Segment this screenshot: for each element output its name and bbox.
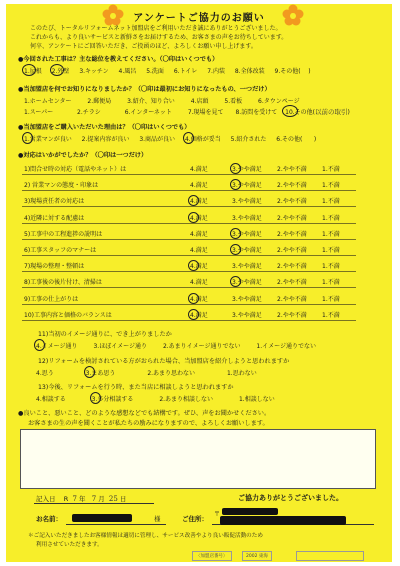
rating-row [22, 211, 356, 224]
rating-option[interactable]: 4.満足 [190, 279, 208, 287]
rating-option[interactable]: 1.不満 [322, 279, 340, 287]
redacted-postal [222, 508, 278, 515]
rating-item-label: 8)工事後の後片付け、清掃は [24, 279, 102, 287]
rating-option[interactable]: 1.不満 [322, 198, 340, 206]
option-post-office[interactable]: 2.郵便局 [87, 98, 112, 105]
option-as-imagined[interactable]: 4.イメージ通り [36, 341, 78, 350]
name-suffix: 様 [154, 515, 161, 523]
rating-row [22, 308, 356, 321]
selected-circle [230, 228, 241, 239]
rating-option[interactable]: 3.やや満足 [232, 166, 262, 173]
question-how-found: ●当加盟店を何でお知りになりましたか？（〇印は最初にお知りになったもの、一つだけ） [18, 86, 271, 93]
option-probably-consult[interactable]: 3.多分相談する [92, 394, 134, 403]
rating-item-label: 5)工事中の工程進捗の説明は [24, 230, 103, 238]
survey-sheet [6, 4, 392, 562]
rating-option[interactable]: 2.やや不満 [277, 279, 307, 287]
rating-option[interactable]: 3.やや満足 [232, 247, 262, 254]
option-interior[interactable]: 7.内装 [207, 68, 225, 75]
date-underline [34, 503, 154, 504]
selected-circle [230, 163, 241, 174]
rating-option[interactable]: 3.やや満足 [232, 182, 262, 190]
option-signboard[interactable]: 5.看板 [224, 98, 243, 105]
rating-option[interactable]: 3.やや満足 [232, 198, 262, 206]
rating-option[interactable]: 4.満足 [190, 230, 208, 238]
option-unlikely-recommend[interactable]: 2.あまり思わない [147, 370, 196, 377]
rating-option[interactable]: 2.やや不満 [277, 247, 307, 254]
option-will-not-consult[interactable]: 1.相談しない [238, 396, 275, 403]
rating-row [22, 275, 356, 288]
redacted-name [72, 514, 132, 522]
rating-option[interactable]: 1.不満 [322, 247, 340, 254]
rating-option[interactable]: 4.満足 [190, 182, 208, 190]
rating-option[interactable]: 1.不満 [322, 182, 340, 190]
option-home-center[interactable]: 1.ホームセンター [24, 98, 72, 105]
rating-option[interactable]: 2.やや不満 [277, 263, 307, 271]
selected-circle [188, 212, 199, 223]
rating-item-label: 10)工事内容と価格のバランスは [24, 311, 112, 319]
rating-row [22, 259, 356, 272]
rating-option[interactable]: 3.やや満足 [232, 279, 262, 287]
privacy-note: ＊ご記入いただきましたお客様情報は適切に管理し、サービス改善やより良い販促活動のため [28, 533, 263, 539]
name-field[interactable] [66, 524, 166, 525]
rating-option[interactable]: 4.満足 [190, 263, 208, 271]
question-recommend: 12)リフォームを検討されている方がおられた場合、当加盟店を紹介しようと思われますか [38, 358, 290, 365]
selected-circle [230, 244, 241, 255]
option-visited[interactable]: 8.訪問を受けて [235, 109, 278, 116]
rating-row [22, 292, 356, 305]
option-other[interactable]: 9.その他( ) [274, 68, 311, 75]
option-referred[interactable]: 5.紹介された [230, 136, 267, 143]
rating-option[interactable]: 3.やや満足 [232, 230, 262, 238]
rating-option[interactable]: 2.やや不満 [277, 182, 307, 190]
rating-item-label: 2) 営業マンの態度・印象は [24, 182, 99, 190]
rating-option[interactable]: 2.やや不満 [277, 214, 307, 222]
rating-item-label: 1)問合せ時の対応（電話やネット）は [24, 166, 127, 173]
question-consult-again: 13)今後、リフォームを行う時、また当店に相談しようと思われますか [38, 384, 234, 391]
rating-option[interactable]: 1.不満 [322, 311, 340, 319]
rating-row [22, 243, 356, 256]
expectation-options [36, 341, 330, 350]
comment-textarea[interactable] [20, 429, 376, 489]
rating-item-label: 6)工事スタッフのマナーは [24, 247, 97, 254]
option-supermarket[interactable]: 1.スーパー [24, 109, 54, 116]
option-washroom[interactable]: 5.洗面 [146, 68, 164, 75]
rating-item-label: 7)現場の整理・整頓は [24, 263, 85, 271]
question-expectation: 11)当初のイメージ通りに、でき上がりましたか [38, 331, 172, 338]
how-found-options-row2 [24, 107, 358, 116]
selected-circle [188, 309, 199, 320]
intro-text: このたび、トータルリフォームネット加盟店をご利用いただき誠にありがとうございました。 これからも、より良いサービスと新鮮さをお届けするため、お客さまの声をお待ちしています。 何卒、アンケートにご回答いただき、ご投函のほど、よろしくお願い申し上げます。 [30, 25, 288, 50]
option-might-recommend[interactable]: 3.まあ思う [86, 368, 116, 377]
option-will-consult[interactable]: 4.相談する [36, 396, 66, 403]
rating-option[interactable]: 2.やや不満 [277, 166, 307, 173]
rating-row [22, 194, 356, 207]
selected-circle [188, 293, 199, 304]
postal-mark: 〒 [214, 511, 221, 518]
option-full-renovation[interactable]: 8.全体改装 [234, 68, 265, 75]
option-not-quite-as-imagined[interactable]: 2.あまりイメージ通りでない [162, 343, 241, 350]
privacy-note-2: 利用させていただきます。 [36, 542, 103, 548]
region-tag: 2002 東海 [242, 551, 272, 561]
option-would-not-recommend[interactable]: 1.思わない [226, 370, 257, 377]
option-flyer[interactable]: 2.チラシ [77, 109, 101, 116]
thanks-text: ご協力ありがとうございました。 [238, 494, 343, 502]
option-town-page[interactable]: 6.タウンページ [258, 98, 300, 105]
option-bath[interactable]: 4.風呂 [118, 68, 137, 75]
rating-option[interactable]: 1.不満 [322, 295, 340, 303]
rating-option[interactable]: 3.やや満足 [232, 295, 262, 303]
purchase-reason-options [24, 134, 324, 143]
rating-row [22, 227, 356, 240]
rating-option[interactable]: 4.満足 [190, 247, 208, 254]
comment-prompt-2: お客さまの生の声を聞くことが私たちの励みになりますので、よろしくお願いします。 [28, 420, 269, 427]
rating-option[interactable]: 2.やや不満 [277, 230, 307, 238]
date-field[interactable]: 記入日 R 7 年 7 月 25 日 [36, 495, 127, 503]
option-referral[interactable]: 3.紹介、知り合い [127, 98, 175, 105]
rating-option[interactable]: 2.やや不満 [277, 295, 307, 303]
option-not-as-imagined[interactable]: 1.イメージ通りでない [256, 343, 316, 350]
member-number-tag: 〈加盟店番号〉 [192, 551, 232, 561]
option-unlikely-consult[interactable]: 2.あまり相談しない [159, 396, 214, 403]
redacted-address [220, 516, 346, 525]
rating-option[interactable]: 4.満足 [190, 214, 208, 222]
question-service-rating: ●対応はいかがでしたか？（〇印は一つだけ） [18, 152, 148, 159]
rating-option[interactable]: 4.満足 [190, 295, 208, 303]
comment-prompt: ●良いこと、悪いこと、どのような感想などでも結構です。ぜひ、声をお聞かせください。 [18, 410, 271, 417]
option-good-salesperson[interactable]: 1.営業マンが良い [24, 134, 72, 143]
option-would-recommend[interactable]: 4.思う [36, 370, 54, 377]
question-work-type: ●今回された工事は？主な総位を教えてください。（〇印はいくつでも） [18, 56, 219, 63]
survey-title: アンケートご協力のお願い [133, 13, 265, 24]
consult-again-options [36, 394, 289, 403]
rating-option[interactable]: 2.やや不満 [277, 311, 307, 319]
option-exterior-wall[interactable]: 2.外壁 [52, 66, 70, 75]
blank-tag [296, 551, 364, 561]
option-other-source[interactable]: 10.その他( 以前の取引) [285, 107, 350, 116]
rating-option[interactable]: 4.満足 [190, 311, 208, 319]
option-good-proposal[interactable]: 2.提案内容が良い [81, 136, 130, 143]
rating-item-label: 9)工事の仕上がりは [24, 295, 79, 303]
option-roof[interactable]: 1.屋根 [24, 66, 42, 75]
rating-option[interactable]: 1.不満 [322, 166, 340, 173]
rating-row [22, 162, 356, 175]
rating-option[interactable]: 1.不満 [322, 214, 340, 222]
option-internet[interactable]: 6.インターネット [124, 109, 172, 116]
rating-option[interactable]: 4.満足 [190, 198, 208, 206]
rating-option[interactable]: 3.やや満足 [232, 311, 262, 319]
rating-item-label: 3)現場責任者の対応は [24, 198, 85, 206]
rating-option[interactable]: 4.満足 [190, 166, 208, 173]
work-type-options [24, 66, 319, 75]
address-label: ご住所： [182, 515, 208, 523]
option-good-product[interactable]: 3.商品が良い [139, 136, 176, 143]
rating-row [22, 178, 356, 191]
option-saw-site[interactable]: 7.現場を見て [187, 109, 224, 116]
rating-option[interactable]: 1.不満 [322, 230, 340, 238]
rating-item-label: 4)近隣に対する配慮は [24, 214, 85, 222]
rating-option[interactable]: 3.やや満足 [232, 214, 262, 222]
how-found-options-row1 [24, 96, 308, 105]
option-other-reason[interactable]: 6.その他( ) [276, 136, 317, 143]
rating-option[interactable]: 3.やや満足 [232, 263, 262, 271]
rating-option[interactable]: 2.やや不満 [277, 198, 307, 206]
option-kitchen[interactable]: 3.キッチン [79, 68, 109, 75]
rating-option[interactable]: 1.不満 [322, 263, 340, 271]
option-mostly-as-imagined[interactable]: 3.ほぼイメージ通り [93, 343, 148, 350]
name-label: お名前： [36, 515, 62, 523]
question-purchase-reason: ●当加盟店をご購入いただいた理由は？（〇印はいくつでも） [18, 124, 191, 131]
option-storefront[interactable]: 4.店頭 [190, 98, 209, 105]
option-toilet[interactable]: 6.トイレ [173, 68, 198, 75]
option-fair-price[interactable]: 4.価格が妥当 [185, 134, 221, 143]
recommend-options [36, 368, 271, 377]
